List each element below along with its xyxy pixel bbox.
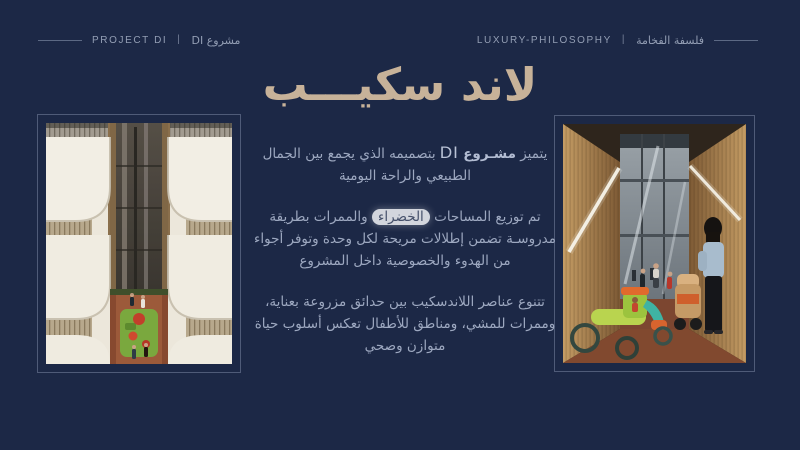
paragraph-layout-start: تم توزيع المساحات: [434, 209, 541, 225]
paragraph-layout-rest: والممرات بطريقة مدروسـة تضمن إطلالات مريحة لكل وحدة وتوفر أجواء من الهدوء والخصوصية داخل المشروع: [254, 209, 556, 269]
paragraph-intro: [252, 142, 558, 187]
header-right-divider: |: [621, 34, 627, 45]
project-label-arabic: مشروع DI: [191, 34, 241, 47]
emphasis-project-code: DI: [439, 143, 459, 162]
paragraph-intro-lead: يتميز: [520, 146, 548, 162]
decorative-rule-right: [714, 40, 758, 41]
atrium-courtyard-render-image: [46, 123, 232, 364]
body-copy: [252, 142, 558, 357]
paragraph-layout: [252, 206, 558, 272]
play-area-illustration: [563, 124, 746, 363]
header-right: [477, 34, 758, 47]
header-left-divider: |: [177, 34, 182, 45]
emphasis-project-word: مشـروع: [463, 146, 516, 162]
paragraph-elements: تتنوع عناصر اللاندسكيب بين حدائق مزروعة بعناية، وممرات للمشي، ومناطق للأطفال تعكس أسلوب حياة متوازن وصحي: [254, 294, 556, 354]
luxury-label-latin: LUXURY-PHILOSOPHY: [476, 35, 612, 46]
luxury-label-arabic: فلسفة الفخامة: [636, 34, 704, 47]
photo-frame-right: [554, 115, 755, 372]
highlighted-word: الخضراء: [372, 209, 430, 225]
photo-frame-left: [37, 114, 241, 373]
project-label-latin: PROJECT DI: [92, 35, 168, 46]
page-title: لاند سكيـــب: [262, 58, 538, 111]
children-play-area-render-image: [563, 124, 746, 363]
header-left: [38, 34, 240, 47]
paragraph-intro-rest: بتصميمه الذي يجمع بين الجمال الطبيعي والراحة اليومية: [262, 146, 472, 184]
atrium-courtyard-illustration: [46, 123, 232, 364]
decorative-rule-left: [38, 40, 82, 41]
